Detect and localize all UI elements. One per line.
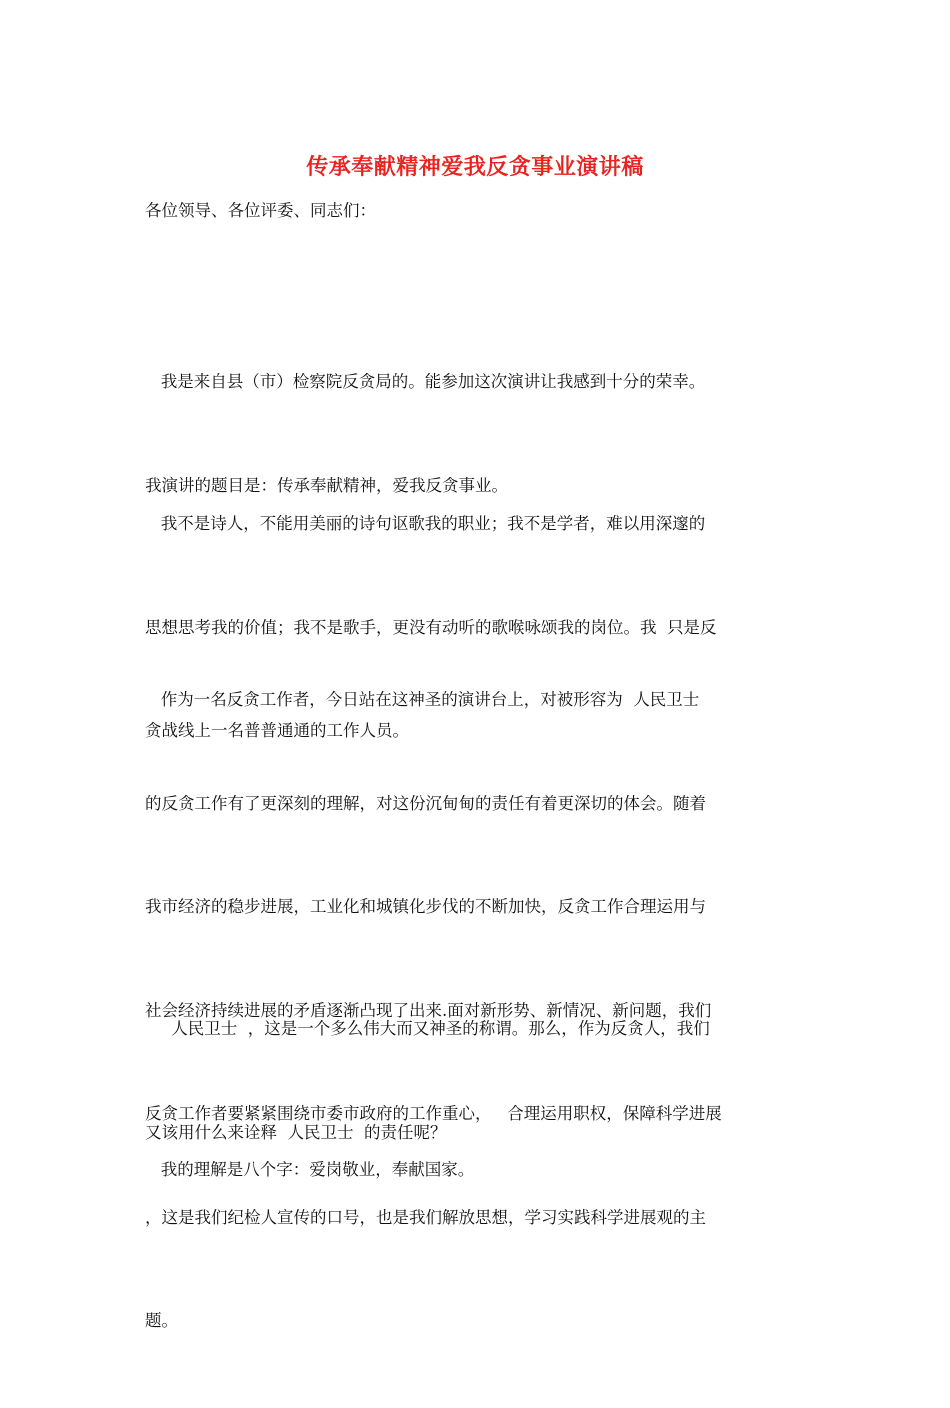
paragraph-line: 贪战线上一名普普通通的工作人员。 (145, 721, 409, 740)
salutation: 各位领导、各位评委、同志们： (145, 201, 376, 220)
paragraph-line: 社会经济持续进展的矛盾逐渐凸现了出来.面对新形势、新情况、新问题，我们 (145, 1000, 712, 1020)
paragraph-line: 又该用什么来诠释 人民卫士 的责任呢？ (145, 1122, 447, 1142)
paragraph-line: 我不是诗人，不能用美丽的诗句讴歌我的职业；我不是学者，难以用深邃的 (145, 514, 706, 533)
paragraph-line: 反贪工作者要紧紧围绕市委市政府的工作重心， 合理运用职权，保障科学进展 (145, 1104, 722, 1123)
paragraph-line: 我的理解是八个字：爱岗敬业，奉献国家。 (145, 1160, 475, 1179)
paragraph-5 (145, 1084, 810, 1257)
paragraph-line: 题。 (145, 1311, 178, 1330)
paragraph-line: 的反贪工作有了更深刻的理解，对这份沉甸甸的责任有着更深切的体会。随着 (145, 793, 706, 813)
paragraph-line: ，这是我们纪检人宣传的口号，也是我们解放思想，学习实践科学进展观的主 (145, 1207, 706, 1227)
paragraph-line: 作为一名反贪工作者，今日站在这神圣的演讲台上，对被形容为 人民卫士 (145, 690, 700, 709)
paragraph-line: 思想思考我的价值；我不是歌手，更没有动听的歌喉咏颂我的岗位。我 只是反 (145, 617, 717, 637)
paragraph-line: 我市经济的稳步进展，工业化和城镇化步伐的不断加快，反贪工作合理运用与 (145, 897, 706, 916)
paragraph-line: 人民卫士 ，这是一个多么伟大而又神圣的称谓。那么，作为反贪人，我们 (145, 1019, 710, 1038)
document-title: 传承奉献精神爱我反贪事业演讲稿 (306, 154, 644, 180)
paragraph-line: 我演讲的题目是：传承奉献精神，爱我反贪事业。 (145, 475, 508, 495)
paragraph-line: 我是来自县（市）检察院反贪局的。能参加这次演讲让我感到十分的荣幸。 (145, 372, 706, 391)
